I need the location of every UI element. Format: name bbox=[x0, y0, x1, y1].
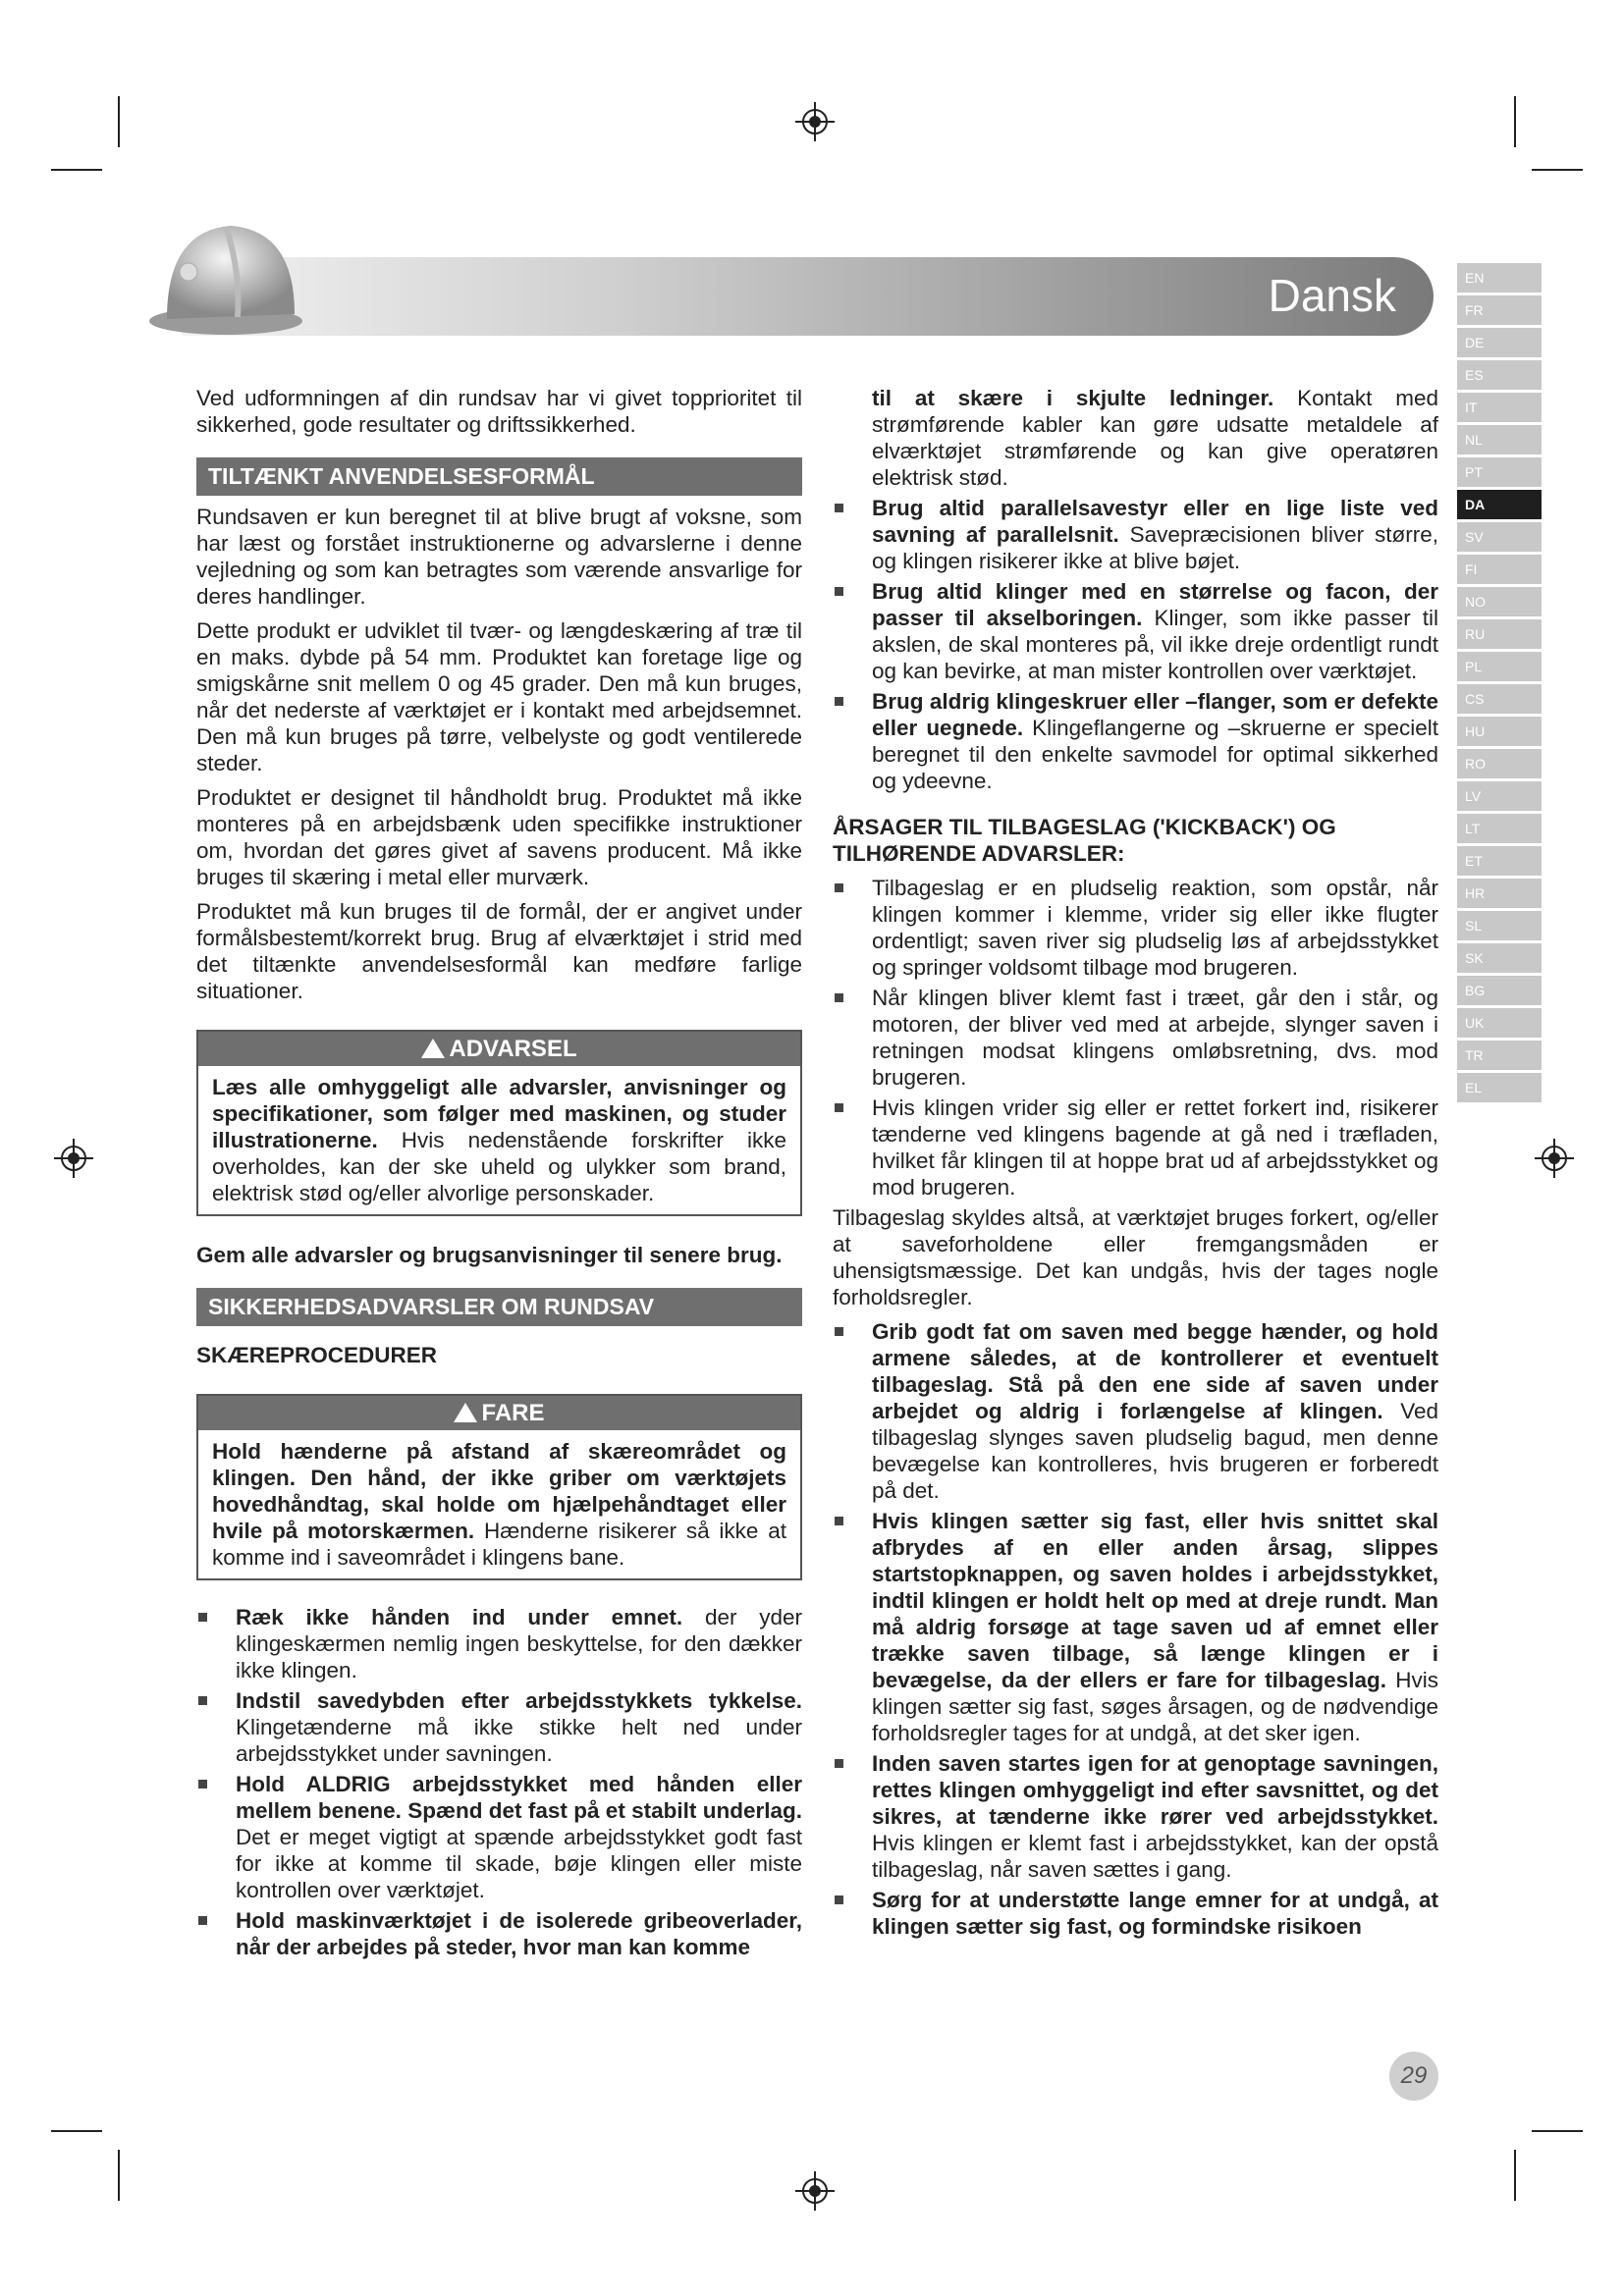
language-tab-ro[interactable]: RO bbox=[1457, 749, 1542, 778]
bullet-list bbox=[196, 1604, 802, 1960]
paragraph: Rundsaven er kun beregnet til at blive brugt af voksne, som har læst og forstået instruktionerne og advarslerne i denne vejledning og som kan betragtes som værende ansvarlige for deres handlinger. bbox=[196, 505, 802, 609]
language-tab-tr[interactable]: TR bbox=[1457, 1041, 1542, 1070]
left-column bbox=[196, 385, 802, 1964]
list-item: Tilbageslag er en pludselig reaktion, som opstår, når klingen kommer i klemme, vrider sig eller ikke flugter ordentligt; saven river sig pludselig løs af arbejdsstykket og springer voldsomt tilbage mod brugeren. bbox=[833, 875, 1438, 981]
language-tab-nl[interactable]: NL bbox=[1457, 425, 1542, 454]
language-tab-lt[interactable]: LT bbox=[1457, 814, 1542, 843]
bullet-icon bbox=[198, 1916, 207, 1925]
language-tab-it[interactable]: IT bbox=[1457, 393, 1542, 422]
list-item: Brug aldrig klingeskruer eller –flanger, som er defekte eller uegnede. Klingeflangerne og –skruerne er specielt beregnet til den enkelte savmodel for optimal sikkerhed og ydeevne. bbox=[833, 688, 1438, 794]
list-item: Brug altid klinger med en størrelse og facon, der passer til akselboringen. Klinger, som ikke passer til akslen, de skal monteres på, vil ikke dreje ordentligt rundt og kan bevirke, at man mister kontrollen over værktøjet. bbox=[833, 578, 1438, 684]
language-tab-de[interactable]: DE bbox=[1457, 328, 1542, 357]
bullet-icon bbox=[835, 504, 843, 512]
bullet-icon bbox=[835, 697, 843, 706]
bullet-icon bbox=[198, 1613, 207, 1622]
warning-triangle-icon bbox=[454, 1403, 477, 1422]
paragraph: Dette produkt er udviklet til tvær- og længdeskæring af træ til en maks. dybde på 54 mm. Produktet kan foretage lige og smigskårne snit mellem 0 og 45 grader. Den må kun bruges, når det nederste af værktøjet er i kontakt med arbejdsemnet. Den må kun bruges på tørre, velbelyste og godt ventilerede steder. bbox=[196, 618, 802, 775]
language-tab-da[interactable]: DA bbox=[1457, 490, 1542, 519]
warning-box bbox=[196, 1030, 802, 1216]
warning-body: Læs alle omhyggeligt alle advarsler, anvisninger og specifikationer, som følger med maskinen, og studer illustrationerne. Hvis nedenstående forskrifter ikke overholdes, kan der ske uheld og ulykker som brand, elektrisk stød og/eller alvorlige personskader. bbox=[212, 1075, 786, 1205]
section-heading-safety: SIKKERHEDSADVARSLER OM RUNDSAV bbox=[196, 1288, 802, 1326]
crop-mark bbox=[51, 169, 102, 171]
keep-instructions-note: Gem alle advarsler og brugsanvisninger til senere brug. bbox=[196, 1243, 783, 1267]
crop-mark bbox=[1514, 96, 1516, 147]
language-tab-sk[interactable]: SK bbox=[1457, 943, 1542, 973]
language-tab-cs[interactable]: CS bbox=[1457, 684, 1542, 714]
bullet-icon bbox=[835, 1896, 843, 1904]
page-number: 29 bbox=[1389, 2052, 1438, 2101]
language-tab-fi[interactable]: FI bbox=[1457, 555, 1542, 584]
danger-header: FARE bbox=[198, 1396, 800, 1430]
list-item: Sørg for at understøtte lange emner for at undgå, at klingen sætter sig fast, og formindske risikoen bbox=[833, 1887, 1438, 1940]
language-tab-en[interactable]: EN bbox=[1457, 263, 1542, 293]
warning-triangle-icon bbox=[421, 1039, 445, 1058]
language-tab-sv[interactable]: SV bbox=[1457, 522, 1542, 552]
paragraph: Produktet er designet til håndholdt brug. Produktet må ikke monteres på en arbejdsbænk uden specifikke instruktioner om, hvordan det gøres givet af savens producent. Må ikke bruges til skæring i metal eller murværk. bbox=[196, 785, 802, 889]
list-item: Hvis klingen sætter sig fast, eller hvis snittet skal afbrydes af en eller anden årsag, slippes startstopknappen, og saven holdes i arbejdsstykket, indtil klingen er holdt helt op med at dreje rundt. Man må aldrig forsøge at tage saven ud af emnet eller trække saven tilbage, så længe klingen er i bevægelse, da der ellers er fare for tilbageslag. Hvis klingen sætter sig fast, søges årsagen, og de nødvendige forholdsregler tages for at undgå, at det sker igen. bbox=[833, 1508, 1438, 1746]
language-tab-no[interactable]: NO bbox=[1457, 587, 1542, 616]
bullet-list bbox=[833, 385, 1438, 794]
kickback-heading: ÅRSAGER TIL TILBAGESLAG ('KICKBACK') OG TILHØRENDE ADVARSLER: bbox=[833, 815, 1336, 866]
paragraph: Produktet må kun bruges til de formål, der er angivet under formålsbestemt/korrekt brug. Brug af elværktøjet i strid med det tiltænkte anvendelsesformål kan medføre farlige situationer. bbox=[196, 899, 802, 1003]
list-item: Når klingen bliver klemt fast i træet, går den i står, og motoren, der bliver ved med at arbejde, slynger saven i retningen modsat klingens omløbsretning, dvs. mod brugeren. bbox=[833, 985, 1438, 1091]
language-tab-es[interactable]: ES bbox=[1457, 360, 1542, 390]
language-tabs bbox=[1457, 263, 1542, 1105]
language-tab-el[interactable]: EL bbox=[1457, 1073, 1542, 1102]
section-heading-intended-use: TILTÆNKT ANVENDELSESFORMÅL bbox=[196, 457, 802, 496]
language-tab-hu[interactable]: HU bbox=[1457, 717, 1542, 746]
bullet-icon bbox=[835, 587, 843, 596]
paragraph: Tilbageslag skyldes altså, at værktøjet bruges forkert, og/eller at saveforholdene eller fremgangsmåden er uhensigtsmæssige. Det kan undgås, hvis der tages nogle forholdsregler. bbox=[833, 1205, 1438, 1309]
list-item: Ræk ikke hånden ind under emnet. der yder klingeskærmen nemlig ingen beskyttelse, for den dækker ikke klingen. bbox=[196, 1604, 802, 1683]
list-item: Grib godt fat om saven med begge hænder, og hold armene således, at de kontrollerer et eventuelt tilbageslag. Stå på den ene side af saven under arbejdet og aldrig i forlængelse af klingen. Ved tilbageslag slynges saven pludselig bagud, men denne bevægelse kan kontrolleres, hvis brugeren er forberedt på det. bbox=[833, 1318, 1438, 1504]
intro-paragraph: Ved udformningen af din rundsav har vi givet topprioritet til sikkerhed, gode resultater og driftssikkerhed. bbox=[196, 386, 802, 437]
list-item: Indstil savedybden efter arbejdsstykkets tykkelse. Klingetænderne må ikke stikke helt ned under arbejdsstykket under savningen. bbox=[196, 1687, 802, 1767]
bullet-icon bbox=[198, 1696, 207, 1705]
bullet-icon bbox=[835, 993, 843, 1002]
safety-helmet-icon bbox=[147, 211, 304, 339]
danger-box bbox=[196, 1394, 802, 1580]
crop-mark bbox=[1532, 169, 1583, 171]
list-item: Hold ALDRIG arbejdsstykket med hånden eller mellem benene. Spænd det fast på et stabilt underlag. Det er meget vigtigt at spænde arbejdsstykket godt fast for ikke at komme til skade, bøje klingen eller miste kontrollen over værktøjet. bbox=[196, 1771, 802, 1903]
header-banner bbox=[182, 257, 1434, 336]
danger-body: Hold hænderne på afstand af skæreområdet og klingen. Den hånd, der ikke griber om værktøjets hovedhåndtag, skal holde om hjælpehåndtaget eller hvile på motorskærmen. Hænderne risikerer så ikke at komme ind i saveområdet i klingens bane. bbox=[212, 1439, 786, 1570]
bullet-list bbox=[833, 1318, 1438, 1940]
subheading-cutting: SKÆREPROCEDURER bbox=[196, 1343, 438, 1367]
language-tab-hr[interactable]: HR bbox=[1457, 879, 1542, 908]
language-tab-et[interactable]: ET bbox=[1457, 846, 1542, 876]
bullet-icon bbox=[198, 1780, 207, 1789]
language-tab-sl[interactable]: SL bbox=[1457, 911, 1542, 940]
language-tab-ru[interactable]: RU bbox=[1457, 619, 1542, 649]
warning-header: ADVARSEL bbox=[198, 1032, 800, 1066]
list-item: Inden saven startes igen for at genoptage savningen, rettes klingen omhyggeligt ind efter savsnittet, og det sikres, at tænderne ikke rører ved arbejdsstykket. Hvis klingen er klemt fast i arbejdsstykket, kan der opstå tilbageslag, når saven sættes i gang. bbox=[833, 1750, 1438, 1883]
language-tab-bg[interactable]: BG bbox=[1457, 976, 1542, 1005]
crop-mark bbox=[1514, 2150, 1516, 2201]
bullet-icon bbox=[835, 883, 843, 892]
registration-mark-icon bbox=[1535, 1139, 1574, 1178]
registration-mark-icon bbox=[795, 102, 835, 141]
registration-mark-icon bbox=[795, 2171, 835, 2211]
bullet-icon bbox=[835, 1517, 843, 1525]
language-tab-uk[interactable]: UK bbox=[1457, 1008, 1542, 1038]
bullet-icon bbox=[835, 1759, 843, 1768]
crop-mark bbox=[118, 2150, 120, 2201]
list-item: Hold maskinværktøjet i de isolerede gribeoverlader, når der arbejdes på steder, hvor man kan komme bbox=[196, 1907, 802, 1960]
language-title: Dansk bbox=[1268, 270, 1396, 321]
crop-mark bbox=[51, 2130, 102, 2132]
right-column bbox=[833, 385, 1438, 1944]
bullet-icon bbox=[835, 1327, 843, 1336]
list-item-continued: til at skære i skjulte ledninger. Kontakt med strømførende kabler kan gøre udsatte metaldele af elværktøjet strømførende og kan give operatøren elektrisk stød. bbox=[872, 386, 1438, 490]
list-item: Brug altid parallelsavestyr eller en lige liste ved savning af parallelsnit. Savepræcisionen bliver større, og klingen risikerer ikke at blive bøjet. bbox=[833, 495, 1438, 574]
bullet-list bbox=[833, 875, 1438, 1201]
language-tab-pt[interactable]: PT bbox=[1457, 457, 1542, 487]
language-tab-fr[interactable]: FR bbox=[1457, 295, 1542, 325]
bullet-icon bbox=[835, 1103, 843, 1112]
list-item: Hvis klingen vrider sig eller er rettet forkert ind, risikerer tænderne ved klingens bagende at gå ned i træfladen, hvilket får klingen til at hoppe brat ud af arbejdsstykket og mod brugeren. bbox=[833, 1095, 1438, 1201]
language-tab-lv[interactable]: LV bbox=[1457, 781, 1542, 811]
registration-mark-icon bbox=[54, 1139, 93, 1178]
language-tab-pl[interactable]: PL bbox=[1457, 652, 1542, 681]
crop-mark bbox=[1532, 2130, 1583, 2132]
crop-mark bbox=[118, 96, 120, 147]
